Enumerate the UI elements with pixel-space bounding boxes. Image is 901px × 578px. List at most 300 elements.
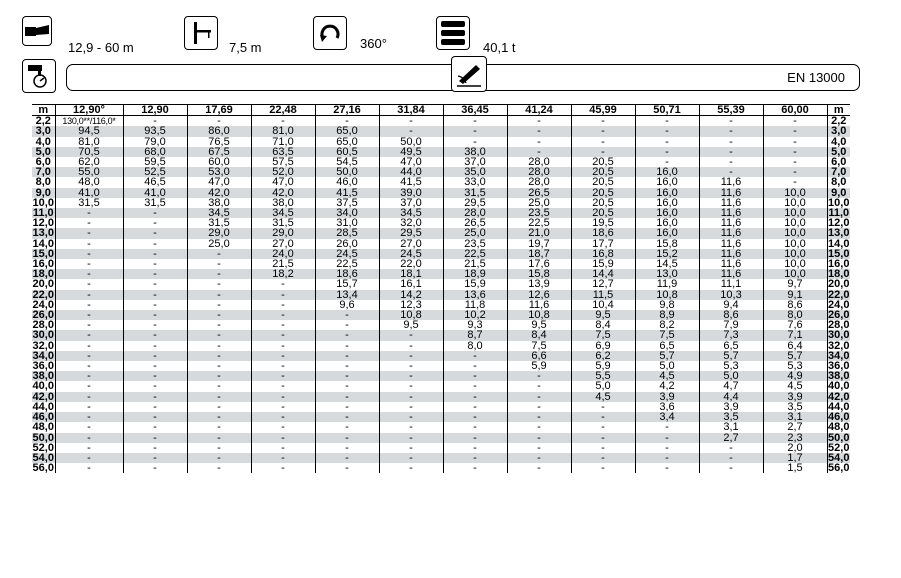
capacity-cell: - (443, 422, 507, 432)
capacity-cell: 67,5 (187, 147, 251, 157)
capacity-cell: - (379, 351, 443, 361)
radius-cell: 4,0 (32, 137, 55, 147)
capacity-cell: - (187, 259, 251, 269)
capacity-cell: 12,3 (379, 300, 443, 310)
capacity-cell: 18,2 (251, 269, 315, 279)
capacity-cell: 42,0 (187, 188, 251, 198)
capacity-cell: - (123, 371, 187, 381)
table-row (32, 249, 850, 259)
table-row (32, 228, 850, 238)
capacity-cell: - (635, 116, 699, 127)
capacity-cell: - (123, 300, 187, 310)
boom-length-value: 12,9 - 60 m (68, 40, 134, 55)
telescopic-boom-icon (24, 21, 50, 41)
capacity-cell: 81,0 (251, 126, 315, 136)
capacity-cell: 34,0 (315, 208, 379, 218)
radius-cell: 46,0 (32, 412, 54, 423)
radius-cell-right: 24,0 (828, 299, 850, 311)
capacity-cell: 22,0 (379, 259, 443, 269)
capacity-cell: - (315, 330, 379, 340)
capacity-cell: - (55, 412, 123, 422)
capacity-cell: 11,6 (699, 249, 763, 259)
capacity-cell: 2,3 (763, 433, 827, 443)
capacity-cell: 34,5 (187, 208, 251, 218)
capacity-cell: - (443, 351, 507, 361)
capacity-cell: 71,0 (251, 137, 315, 147)
capacity-cell: - (251, 371, 315, 381)
capacity-cell: 9,7 (763, 279, 827, 289)
capacity-cell: 16,0 (635, 228, 699, 238)
capacity-cell: 10,0 (763, 269, 827, 279)
capacity-cell: 5,9 (571, 361, 635, 371)
capacity-cell: - (443, 371, 507, 381)
capacity-cell: 10,8 (507, 310, 571, 320)
outrigger-support-icon (26, 63, 52, 89)
capacity-cell: - (635, 157, 699, 167)
capacity-cell: - (123, 290, 187, 300)
capacity-cell: 3,9 (699, 402, 763, 412)
capacity-cell: 5,7 (699, 351, 763, 361)
capacity-cell: - (443, 126, 507, 136)
radius-cell-right: 26,0 (828, 310, 850, 321)
table-row (32, 290, 850, 300)
capacity-cell: 29,5 (379, 228, 443, 238)
capacity-cell: 59,5 (123, 157, 187, 167)
capacity-cell: - (251, 330, 315, 340)
capacity-cell: 16,0 (635, 208, 699, 218)
capacity-cell: - (443, 361, 507, 371)
capacity-cell: 4,5 (763, 381, 827, 391)
capacity-cell: - (507, 412, 571, 422)
counterweight-stack-icon (439, 19, 467, 47)
capacity-cell: 20,5 (571, 188, 635, 198)
capacity-cell: 5,9 (507, 361, 571, 371)
radius-cell: 52,0 (32, 442, 54, 453)
radius-cell-right: 9,0 (827, 188, 850, 198)
capacity-cell: - (55, 341, 123, 351)
capacity-cell: - (699, 167, 763, 177)
slewing-value: 360° (360, 36, 387, 51)
capacity-cell: 28,0 (507, 177, 571, 187)
capacity-cell: - (187, 422, 251, 432)
radius-cell-right: 48,0 (828, 422, 850, 433)
slewing-icon-box (313, 16, 347, 50)
capacity-cell: - (635, 147, 699, 157)
radius-cell-right: 12,0 (828, 218, 850, 229)
capacity-cell: - (187, 279, 251, 289)
radius-cell: 14,0 (32, 238, 54, 249)
capacity-cell: 33,0 (443, 177, 507, 187)
capacity-cell: 6,4 (763, 341, 827, 351)
capacity-cell: 6,6 (507, 351, 571, 361)
header-boom-length: 41,24 (507, 105, 571, 116)
radius-cell-right: 11,0 (828, 208, 850, 219)
capacity-cell: - (571, 433, 635, 443)
capacity-cell: 4,7 (699, 381, 763, 391)
capacity-cell: - (379, 422, 443, 432)
capacity-cell: - (699, 116, 763, 127)
capacity-cell: 26,5 (443, 218, 507, 228)
capacity-cell: - (315, 392, 379, 402)
norm-label: EN 13000 (787, 70, 845, 85)
capacity-cell: 12,6 (507, 290, 571, 300)
capacity-cell: - (251, 351, 315, 361)
capacity-cell: 5,7 (763, 351, 827, 361)
capacity-cell: - (251, 381, 315, 391)
radius-cell: 11,0 (32, 208, 54, 219)
radius-cell: 5,0 (32, 147, 55, 157)
capacity-cell: 11,8 (443, 300, 507, 310)
capacity-cell: - (55, 310, 123, 320)
capacity-cell: - (123, 402, 187, 412)
capacity-cell: 86,0 (187, 126, 251, 136)
capacity-cell: 10,0 (763, 228, 827, 238)
capacity-cell: 10,0 (763, 188, 827, 198)
capacity-cell: 16,1 (379, 279, 443, 289)
capacity-cell: - (55, 259, 123, 269)
capacity-cell: 37,0 (379, 198, 443, 208)
capacity-cell: - (187, 463, 251, 473)
radius-cell: 9,0 (32, 188, 55, 198)
header-boom-length: 50,71 (635, 105, 699, 116)
capacity-cell: 5,3 (699, 361, 763, 371)
capacity-cell: 65,0 (315, 126, 379, 136)
capacity-cell: - (251, 300, 315, 310)
radius-cell: 8,0 (32, 177, 55, 187)
capacity-cell: - (571, 412, 635, 422)
capacity-cell: 4,2 (635, 381, 699, 391)
capacity-cell: 18,6 (571, 228, 635, 238)
capacity-cell: - (55, 381, 123, 391)
capacity-cell: - (635, 126, 699, 136)
capacity-cell: 19,7 (507, 239, 571, 249)
header-boom-length: 36,45 (443, 105, 507, 116)
capacity-cell: - (123, 239, 187, 249)
radius-cell-right: 22,0 (828, 289, 850, 300)
capacity-cell: 3,5 (763, 402, 827, 412)
capacity-cell: 7,5 (635, 330, 699, 340)
capacity-cell: - (123, 320, 187, 330)
radius-cell: 28,0 (32, 320, 54, 331)
capacity-cell: 16,0 (635, 167, 699, 177)
capacity-cell: 62,0 (55, 157, 123, 167)
radius-cell-right: 10,0 (828, 197, 850, 209)
capacity-cell: 8,0 (763, 310, 827, 320)
capacity-cell: 21,0 (507, 228, 571, 238)
capacity-cell: - (507, 371, 571, 381)
capacity-cell: 10,8 (379, 310, 443, 320)
radius-cell-right: 8,0 (827, 177, 850, 187)
jib-length-icon-box (184, 16, 218, 50)
capacity-cell: 27,0 (379, 239, 443, 249)
capacity-cell: - (763, 147, 827, 157)
capacity-cell: - (635, 433, 699, 443)
capacity-cell: - (123, 116, 187, 127)
capacity-cell: 7,6 (763, 320, 827, 330)
capacity-cell: 10,0 (763, 198, 827, 208)
capacity-cell: - (571, 402, 635, 412)
capacity-cell: 60,0 (187, 157, 251, 167)
capacity-cell: - (123, 218, 187, 228)
capacity-cell: 31,5 (443, 188, 507, 198)
capacity-cell: - (123, 392, 187, 402)
capacity-cell: 57,5 (251, 157, 315, 167)
capacity-cell: - (123, 228, 187, 238)
capacity-cell: 23,5 (507, 208, 571, 218)
capacity-cell: - (379, 392, 443, 402)
radius-cell-right: 36,0 (828, 361, 850, 372)
table-row (32, 167, 850, 177)
capacity-cell: - (379, 126, 443, 136)
capacity-cell: 9,5 (571, 310, 635, 320)
radius-cell: 16,0 (32, 259, 54, 270)
radius-cell-right: 13,0 (828, 228, 850, 239)
capacity-cell: 34,5 (251, 208, 315, 218)
table-row (32, 269, 850, 279)
capacity-cell: - (315, 433, 379, 443)
capacity-cell: 47,0 (251, 177, 315, 187)
capacity-cell: 48,0 (55, 177, 123, 187)
radius-cell: 7,0 (32, 167, 55, 177)
capacity-cell: 11,1 (699, 279, 763, 289)
capacity-cell: 15,2 (635, 249, 699, 259)
capacity-cell: - (699, 453, 763, 463)
capacity-cell: - (507, 443, 571, 453)
capacity-cell: - (379, 330, 443, 340)
capacity-cell: 42,0 (251, 188, 315, 198)
capacity-cell: 5,0 (571, 381, 635, 391)
capacity-cell: 8,7 (443, 330, 507, 340)
radius-cell: 2,2 (32, 116, 55, 127)
header-boom-length: 31,84 (379, 105, 443, 116)
capacity-cell: 14,2 (379, 290, 443, 300)
capacity-cell: - (571, 116, 635, 127)
table-row (32, 147, 850, 157)
capacity-cell: - (507, 381, 571, 391)
capacity-cell: 41,0 (123, 188, 187, 198)
capacity-cell: 28,0 (443, 208, 507, 218)
table-row (32, 412, 850, 422)
capacity-cell: 39,0 (379, 188, 443, 198)
capacity-cell: 6,5 (635, 341, 699, 351)
capacity-cell: - (635, 463, 699, 473)
capacity-cell: 9,5 (507, 320, 571, 330)
capacity-cell: 20,5 (571, 208, 635, 218)
capacity-cell: - (251, 310, 315, 320)
capacity-cell: - (571, 463, 635, 473)
capacity-cell: 11,6 (699, 177, 763, 187)
capacity-cell: - (699, 157, 763, 167)
radius-cell-right: 28,0 (828, 320, 850, 331)
capacity-cell: 25,0 (443, 228, 507, 238)
radius-cell: 56,0 (32, 463, 54, 474)
capacity-cell: - (55, 320, 123, 330)
capacity-cell: 18,6 (315, 269, 379, 279)
capacity-cell: - (251, 320, 315, 330)
capacity-cell: 14,5 (635, 259, 699, 269)
capacity-cell: - (443, 463, 507, 473)
radius-cell-right: 2,2 (827, 116, 850, 127)
table-row (32, 381, 850, 391)
capacity-cell: 22,5 (507, 218, 571, 228)
header-boom-length: 22,48 (251, 105, 315, 116)
capacity-cell: 41,5 (379, 177, 443, 187)
capacity-cell: - (251, 412, 315, 422)
capacity-cell: - (251, 361, 315, 371)
capacity-cell: 11,6 (507, 300, 571, 310)
load-chart-table (32, 104, 850, 473)
capacity-cell: - (507, 453, 571, 463)
header-unit-left: m (32, 105, 55, 116)
table-row (32, 310, 850, 320)
radius-cell-right: 50,0 (828, 432, 850, 443)
capacity-cell: 68,0 (123, 147, 187, 157)
capacity-cell: 5,3 (763, 361, 827, 371)
capacity-cell: 15,7 (315, 279, 379, 289)
capacity-cell: 93,5 (123, 126, 187, 136)
capacity-cell: 6,5 (699, 341, 763, 351)
capacity-cell: - (123, 453, 187, 463)
capacity-cell: 20,5 (571, 167, 635, 177)
capacity-cell: 14,4 (571, 269, 635, 279)
boom-angle-icon (454, 59, 484, 89)
capacity-cell: - (571, 422, 635, 432)
capacity-cell: - (55, 239, 123, 249)
capacity-cell: 50,0 (315, 167, 379, 177)
table-row (32, 300, 850, 310)
boom-length-icon-box (22, 16, 52, 46)
capacity-cell: 8,6 (763, 300, 827, 310)
capacity-cell: 81,0 (55, 137, 123, 147)
capacity-cell: 49,5 (379, 147, 443, 157)
capacity-cell: - (187, 453, 251, 463)
capacity-cell: - (443, 381, 507, 391)
capacity-cell: 17,7 (571, 239, 635, 249)
capacity-cell: 16,0 (635, 198, 699, 208)
capacity-cell: - (443, 433, 507, 443)
capacity-cell: - (507, 433, 571, 443)
capacity-cell: - (379, 361, 443, 371)
capacity-cell: - (251, 433, 315, 443)
capacity-cell: 13,0 (635, 269, 699, 279)
capacity-cell: - (251, 402, 315, 412)
capacity-cell: 10,4 (571, 300, 635, 310)
capacity-cell: 28,0 (507, 157, 571, 167)
capacity-cell: - (315, 422, 379, 432)
capacity-cell: - (763, 116, 827, 127)
capacity-cell: - (187, 381, 251, 391)
table-row (32, 320, 850, 330)
capacity-cell: 24,0 (251, 249, 315, 259)
capacity-cell: - (507, 402, 571, 412)
capacity-cell: - (571, 453, 635, 463)
capacity-cell: - (443, 137, 507, 147)
capacity-cell: 4,5 (571, 392, 635, 402)
radius-cell: 48,0 (32, 422, 54, 433)
capacity-cell: 15,9 (443, 279, 507, 289)
capacity-cell: - (379, 453, 443, 463)
capacity-cell: - (315, 412, 379, 422)
capacity-cell: - (571, 126, 635, 136)
capacity-cell: 8,4 (507, 330, 571, 340)
radius-cell: 54,0 (32, 452, 54, 464)
capacity-cell: - (635, 422, 699, 432)
capacity-cell: 55,0 (55, 167, 123, 177)
capacity-cell: 10,0 (763, 218, 827, 228)
capacity-cell: 20,5 (571, 157, 635, 167)
radius-cell-right: 16,0 (828, 259, 850, 270)
capacity-cell: - (123, 341, 187, 351)
radius-cell-right: 34,0 (828, 350, 850, 362)
capacity-cell: - (379, 371, 443, 381)
capacity-cell: 11,6 (699, 228, 763, 238)
capacity-cell: 10,3 (699, 290, 763, 300)
capacity-cell: 6,2 (571, 351, 635, 361)
capacity-cell: - (251, 453, 315, 463)
table-row (32, 341, 850, 351)
radius-cell-right: 4,0 (827, 137, 850, 147)
capacity-cell: 4,4 (699, 392, 763, 402)
capacity-cell: 28,0 (507, 167, 571, 177)
jib-length-value: 7,5 m (229, 40, 262, 55)
capacity-cell: - (55, 433, 123, 443)
capacity-cell: 38,0 (443, 147, 507, 157)
capacity-cell: 37,0 (443, 157, 507, 167)
header-boom-length: 45,99 (571, 105, 635, 116)
radius-cell-right: 5,0 (827, 147, 850, 157)
capacity-cell: 46,0 (315, 177, 379, 187)
capacity-cell: - (635, 453, 699, 463)
capacity-cell: - (379, 341, 443, 351)
capacity-cell: - (251, 463, 315, 473)
capacity-cell: 46,5 (123, 177, 187, 187)
capacity-cell: 7,9 (699, 320, 763, 330)
capacity-cell: - (55, 218, 123, 228)
capacity-cell: 5,5 (571, 371, 635, 381)
capacity-cell: - (187, 433, 251, 443)
capacity-cell: - (55, 443, 123, 453)
outrigger-icon-box (22, 59, 56, 93)
counterweight-value: 40,1 t (483, 40, 516, 55)
capacity-cell: - (379, 412, 443, 422)
capacity-cell: 13,6 (443, 290, 507, 300)
capacity-cell: 35,0 (443, 167, 507, 177)
capacity-cell: 60,5 (315, 147, 379, 157)
capacity-cell: - (507, 126, 571, 136)
capacity-cell: - (315, 463, 379, 473)
capacity-cell: - (55, 463, 123, 473)
table-row (32, 198, 850, 208)
capacity-cell: - (507, 422, 571, 432)
radius-cell: 44,0 (32, 401, 54, 413)
radius-cell-right: 56,0 (828, 463, 850, 474)
capacity-cell: - (123, 433, 187, 443)
capacity-cell: - (187, 412, 251, 422)
capacity-cell: 29,0 (251, 228, 315, 238)
capacity-cell: - (123, 412, 187, 422)
capacity-cell: 47,0 (187, 177, 251, 187)
capacity-cell: - (699, 126, 763, 136)
capacity-cell: 31,5 (123, 198, 187, 208)
capacity-cell: - (443, 412, 507, 422)
capacity-cell: 10,8 (635, 290, 699, 300)
capacity-cell: - (443, 392, 507, 402)
table-row (32, 259, 850, 269)
capacity-cell: - (443, 443, 507, 453)
capacity-cell: 8,9 (635, 310, 699, 320)
table-row (32, 392, 850, 402)
capacity-cell: 53,0 (187, 167, 251, 177)
